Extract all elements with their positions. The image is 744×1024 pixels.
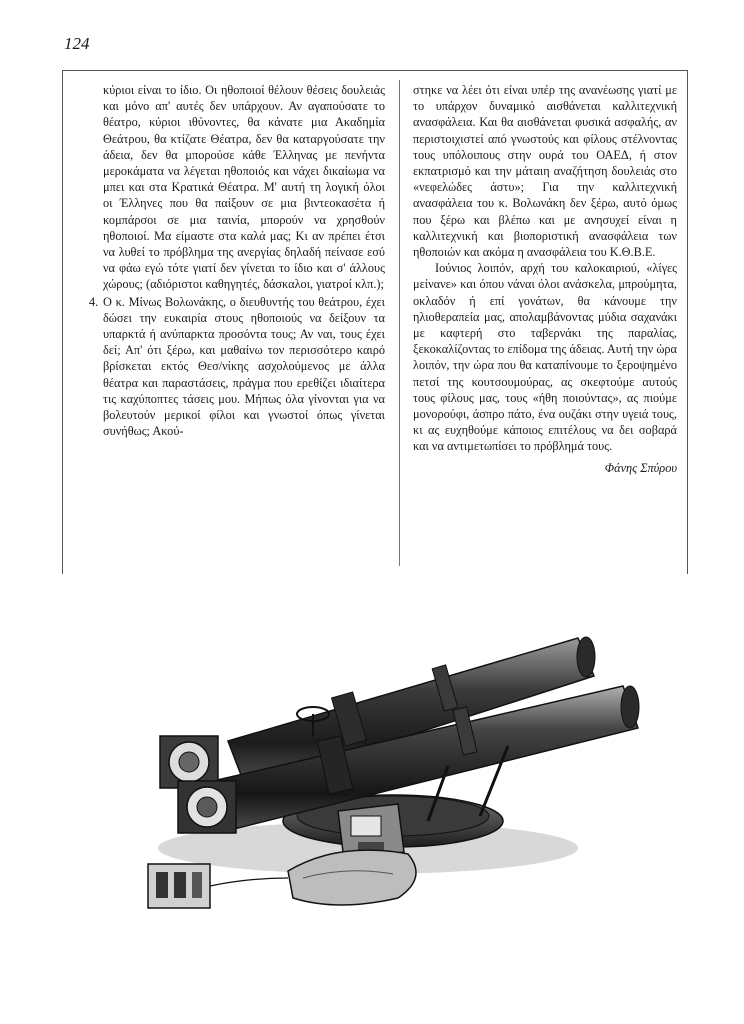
page-number: 124 (64, 34, 90, 53)
list-item-text: Ο κ. Μίνως Βολωνάκης, ο διευθυντής του θεάτρου, έχει δώσει την ευκαιρία στους ηθοποιούς να δείξουν τα υπαρκτά ή ανύπαρκτα προσόντα τους; Αν ναι, τους έχει δεί; Απ' ότι ξέρω, και μαθαίνω τον περισσότερο καιρό βρίσκεται εκτός Θεσ/νίκης ασχολούμενος με άλλα θέατρα και παραστάσεις, πράγμα που ερεθίζει ιδιαίτερα τις καχύποπτες τάσεις μου. Μήπως όλα γίνονται για να βολευτούν μερικοί φίλοι και γνωστοί όπως γίνεται συνήθως; Ακού- (103, 294, 385, 439)
list-item-4 (79, 294, 385, 440)
continuation-paragraph: στηκε να λέει ότι είναι υπέρ της ανανέωσης γιατί με το υπάρχον δυναμικό αισθάνεται καλλιτεχνική ανασφάλεια. Και θα αισθάνεται φυσικά ασφαλής, αν περιστοιχιστεί από γνωστούς και φίλους στέλνοντας τους υπόλοιπους στην ουρά του ΟΑΕΔ, ή στον εκπατρισμό και την μάταιη αναζήτηση δουλειάς στο «νεφελώδες άστυ»; Για την καλλιτεχνική ανασφάλεια του κ. Βολωνάκη δεν ξέρω, αυτό όμως που ξέρω και βλέπω και με ανησυχεί είναι η καλλιτεχνική και βιοποριστική ανασφάλεια των ηθοποιών και ακόμα η ανασφάλεια του Κ.Θ.Β.Ε. (413, 83, 677, 260)
frame-top-rule (62, 70, 688, 71)
closing-paragraph: Ιούνιος λοιπόν, αρχή του καλοκαιριού, «λίγες μείνανε» και όπου νάναι όλοι ανάσκελα, μπρούμητα, οκλαδόν ή επί γονάτων, θα κάνουμε την ηλιοθεραπεία μας, απολαμβάνοντας μύδια σαχανάκι με καφτερή στο ταβερνάκι της παραλίας, ξεκοκαλίζοντας το επίδομα της άδειας. Αυτή την ώρα λοιπόν, την ώρα που θα καταπίνουμε το ξεροψημένο πετσί της κουτσουμούρας, ας σκεφτούμε αυτούς τους φίλους μας, τους «ήθη ποιούντας», ας πιούμε μονορούφι, άσπρο πάτο, ένα ουζάκι στην υγειά τους, κι ας ευχηθούμε κάποιος επιτέλους να δει σοβαρά και να αντιμετωπίσει το πρόβλημά τους. (413, 261, 677, 454)
illustration (108, 616, 656, 936)
twin-telescope-engraving-icon (108, 616, 656, 936)
left-column (79, 82, 385, 439)
column-divider (399, 80, 400, 566)
frame-right-rule (687, 70, 688, 574)
intro-paragraph: κύριοι είναι το ίδιο. Οι ηθοποιοί θέλουν θέσεις δουλειάς και μόνο απ' αυτές δεν υπάρχουν. Αν αγαπούσατε το θέατρο, κύριοι ιθύνοντες, θα κάνατε μια Ακαδημία Θεάτρου, θα κτίζατε Θέατρα, δεν θα καταργούσατε την άδεια, δεν θα μπορούσε κάθε Έλληνας με πενήντα μεροκάματα να λέγεται ηθοποιός και νάχει δικαίωμα να μπει και στα Κρατικά Θέατρα. Μ' αυτή τη λογική όλοι οι Έλληνες που θα παίξουν σε μια βιντεοκασέτα ή κομπάρσοι σε μια ταινία, μπορούν να χρησθούν ηθοποιοί. Μα είμαστε στα καλά μας; Κι αν πρέπει έτσι να λυθεί το πρόβλημα της ανεργίας δηλαδή πείνασε εσύ να φάω εγώ τότε γιατί δεν γίνεται το ίδιο και σ' άλλους χώρους; (αδιόριστοι καθηγητές, δάσκαλοι, γιατροί κλπ.); (103, 83, 385, 292)
intro-block (79, 82, 385, 293)
list-item-number: 4. (89, 294, 99, 309)
author-signature: Φάνης Σπύρου (604, 460, 677, 475)
frame-left-rule (62, 70, 63, 574)
right-column (413, 82, 677, 476)
